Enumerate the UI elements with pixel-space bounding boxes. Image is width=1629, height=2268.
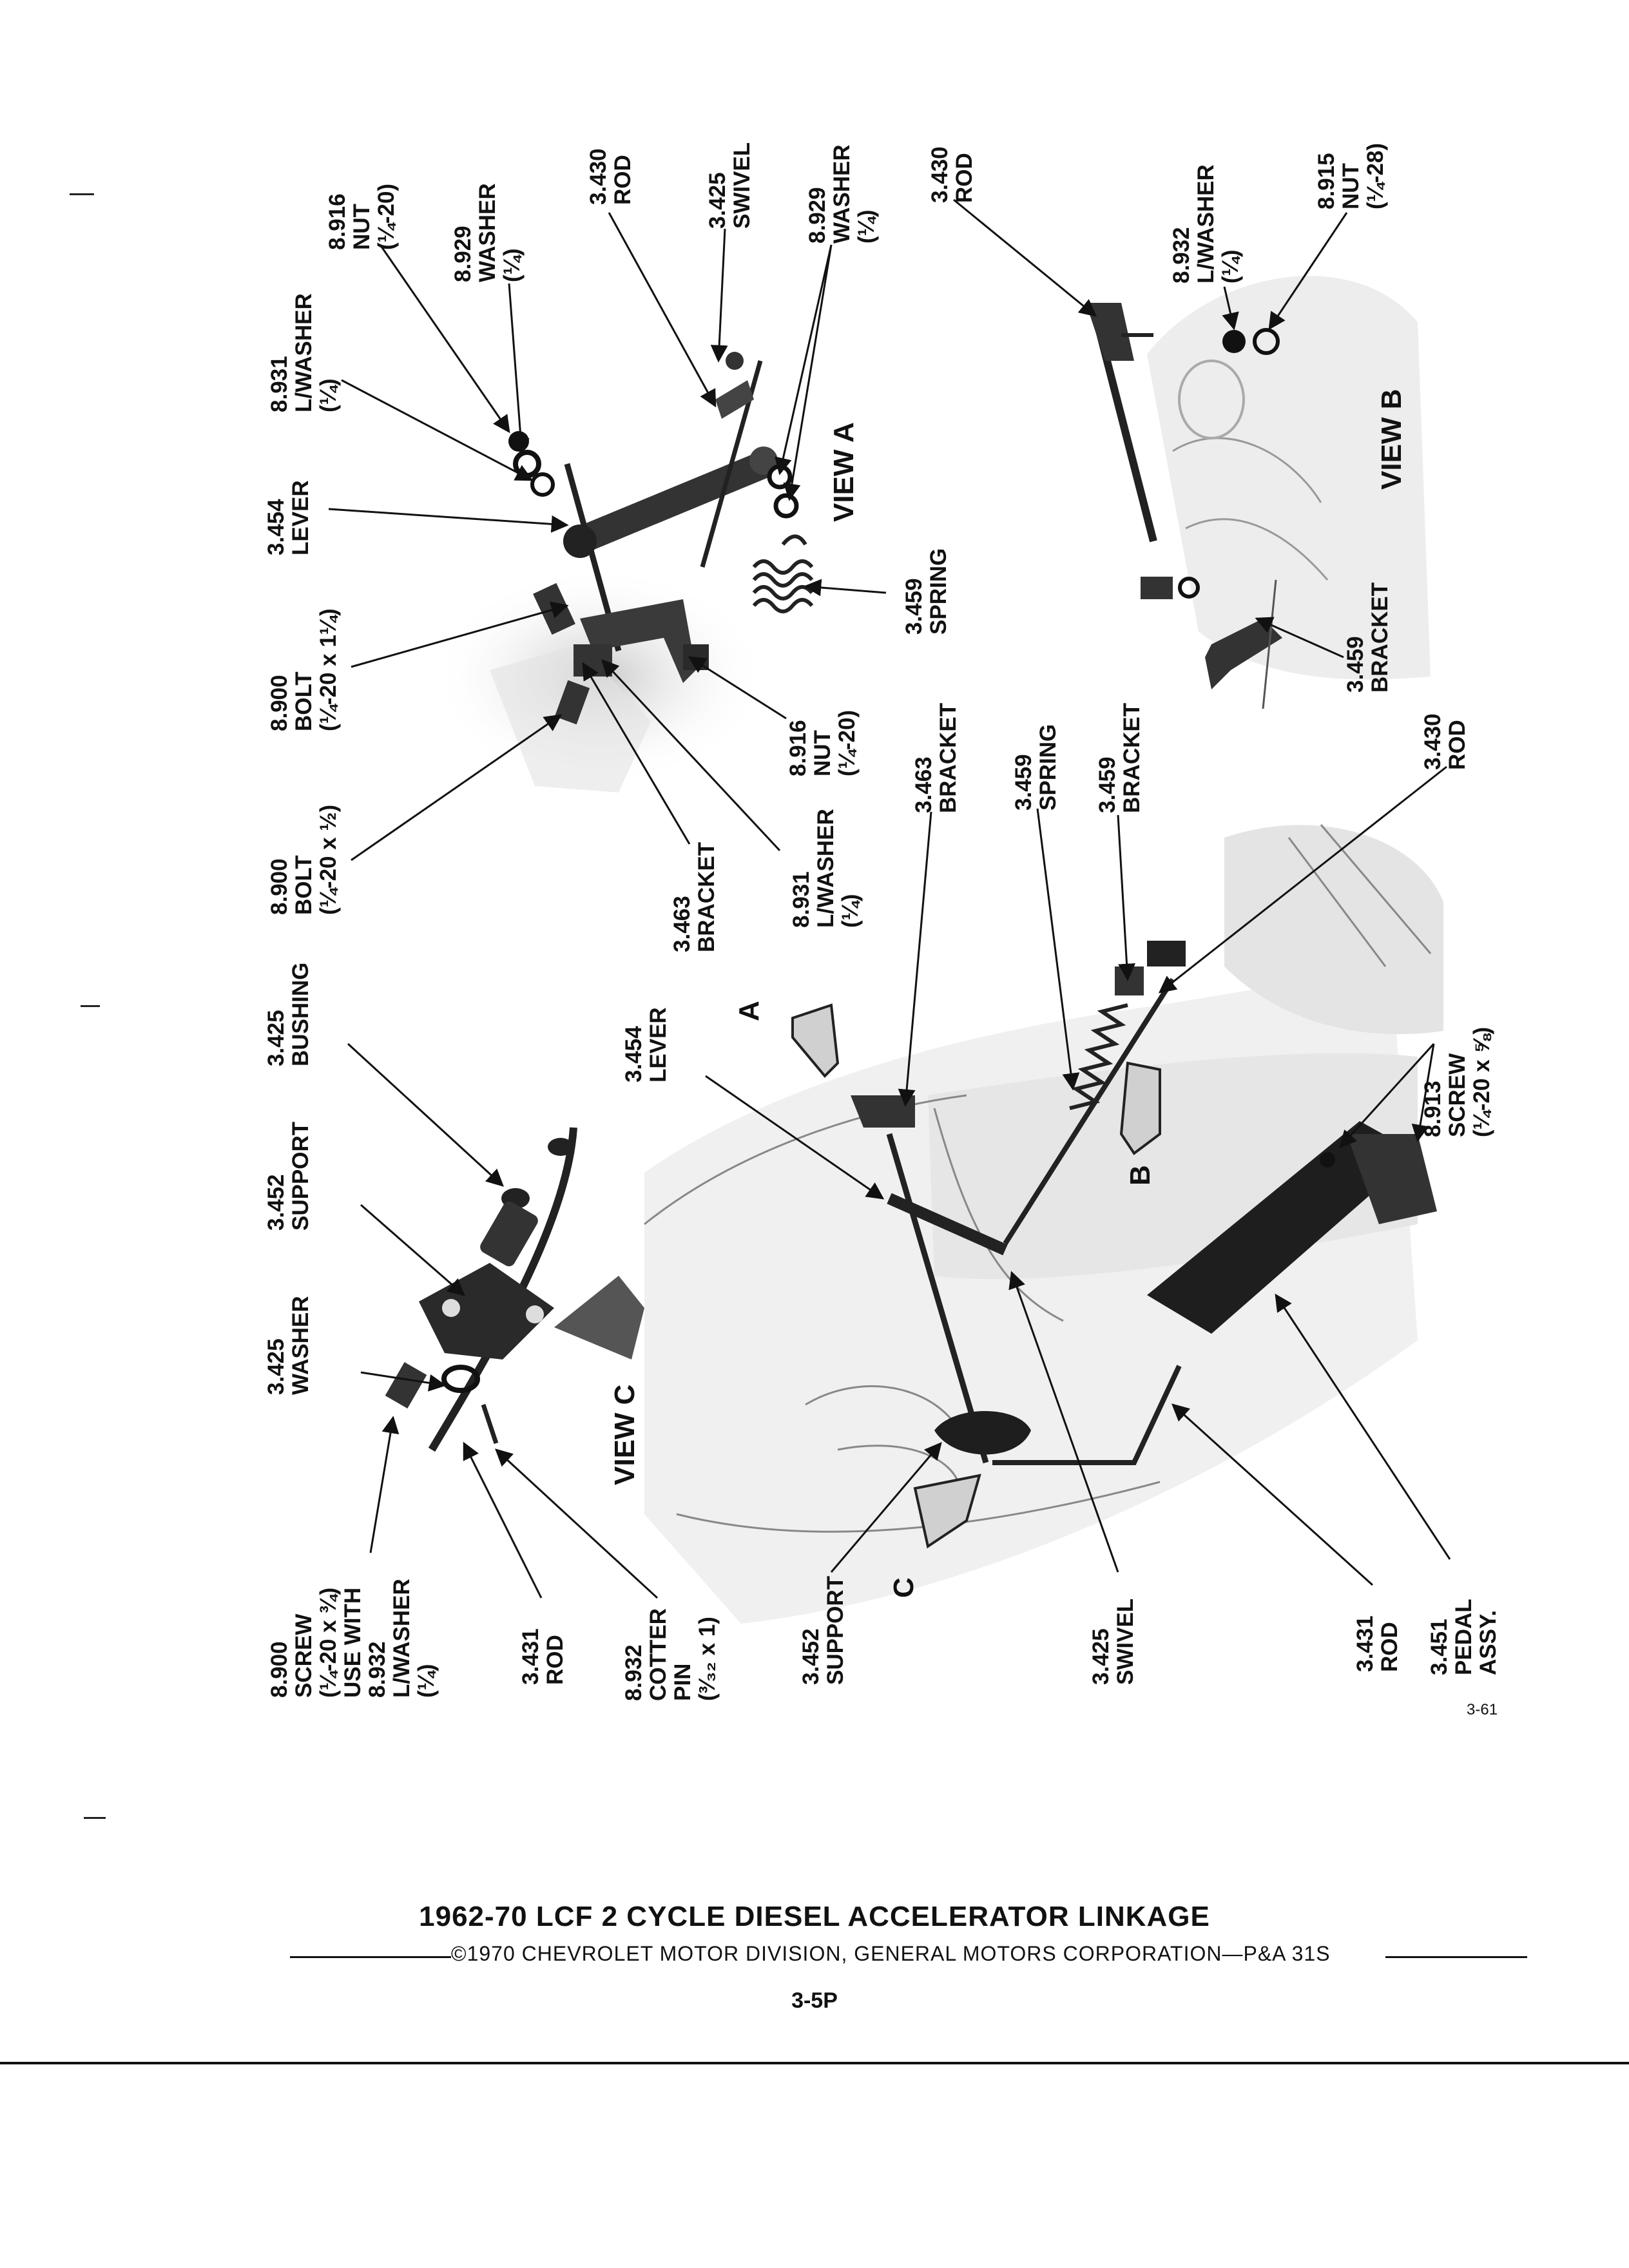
label-view-c-cotter-pin: 8.932 COTTER PIN (³⁄₃₂ x 1) <box>621 1608 720 1701</box>
label-main-pedal-assy: 3.451 PEDAL ASSY. <box>1427 1599 1501 1675</box>
view-arrow-b-letter: B <box>1124 1165 1156 1186</box>
label-main-rod-2: 3.431 ROD <box>1353 1615 1402 1672</box>
label-main-swivel: 3.425 SWIVEL <box>1088 1598 1138 1685</box>
copyright-rule-right <box>1385 1956 1527 1958</box>
label-view-a-lwasher-2: 8.931 L/WASHER (¼) <box>789 809 863 928</box>
label-view-c-bushing: 3.425 BUSHING <box>264 962 313 1066</box>
page-title: 1962-70 LCF 2 CYCLE DIESEL ACCELERATOR LINKAGE <box>419 1901 1210 1932</box>
label-view-c-screw: 8.900 SCREW (¼-20 x ¾) USE WITH 8.932 L/WASHER (¼) <box>267 1579 439 1698</box>
view-a-title: VIEW A <box>828 422 860 522</box>
margin-mark <box>84 1817 106 1819</box>
figure-number: 3-61 <box>1467 1701 1498 1718</box>
page-number: 3-5P <box>791 1988 838 2013</box>
label-view-a-lever: 3.454 LEVER <box>264 480 313 555</box>
label-view-a-swivel: 3.425 SWIVEL <box>705 142 755 229</box>
view-c-artwork <box>385 1128 644 1450</box>
view-arrow-c-letter: C <box>888 1577 920 1598</box>
label-view-a-bolt-2: 8.900 BOLT (¼-20 x ½) <box>267 804 341 915</box>
label-main-rod: 3.430 ROD <box>1420 713 1470 770</box>
label-view-a-nut: 8.916 NUT (¼-20) <box>325 183 399 250</box>
label-main-support: 3.452 SUPPORT <box>798 1575 848 1685</box>
label-view-a-lwasher: 8.931 L/WASHER (¼) <box>267 293 341 412</box>
margin-mark <box>70 193 94 195</box>
label-view-a-rod: 3.430 ROD <box>586 148 635 205</box>
label-main-bracket: 3.463 BRACKET <box>911 702 961 813</box>
view-arrow-a-letter: A <box>733 1001 765 1021</box>
margin-mark <box>81 1005 100 1007</box>
copyright-rule-left <box>290 1956 451 1958</box>
label-view-a-bolt: 8.900 BOLT (¼-20 x 1¼) <box>267 608 341 731</box>
label-main-screw: 8.913 SCREW (¼-20 x ⅝) <box>1420 1026 1494 1137</box>
label-view-a-bracket: 3.463 BRACKET <box>670 841 719 952</box>
label-view-b-lwasher: 8.932 L/WASHER (¼) <box>1169 164 1243 284</box>
label-view-c-support: 3.452 SUPPORT <box>264 1121 313 1231</box>
label-view-c-washer: 3.425 WASHER <box>264 1296 313 1395</box>
view-b-title: VIEW B <box>1376 389 1407 490</box>
label-view-a-nut-2: 8.916 NUT (¼-20) <box>786 709 860 776</box>
label-view-b-rod: 3.430 ROD <box>927 146 977 203</box>
view-c-title: VIEW C <box>609 1384 641 1485</box>
label-view-a-washer: 8.929 WASHER (¼) <box>450 183 525 282</box>
label-main-lever: 3.454 LEVER <box>621 1007 671 1082</box>
copyright-line: ©1970 CHEVROLET MOTOR DIVISION, GENERAL MOTORS CORPORATION—P&A 31S <box>451 1942 1331 1965</box>
label-main-spring: 3.459 SPRING <box>1011 724 1061 811</box>
label-view-b-bracket: 3.459 BRACKET <box>1343 582 1393 693</box>
label-view-a-washer-2: 8.929 WASHER (¼) <box>805 144 879 244</box>
label-view-a-spring: 3.459 SPRING <box>901 548 951 635</box>
label-view-c-rod: 3.431 ROD <box>518 1628 568 1685</box>
label-view-b-nut: 8.915 NUT (¼-28) <box>1314 142 1388 209</box>
view-a-artwork <box>432 352 812 793</box>
label-main-bracket-2: 3.459 BRACKET <box>1095 702 1144 813</box>
main-assembly-artwork <box>644 825 1443 1624</box>
bottom-rule <box>0 2062 1629 2064</box>
